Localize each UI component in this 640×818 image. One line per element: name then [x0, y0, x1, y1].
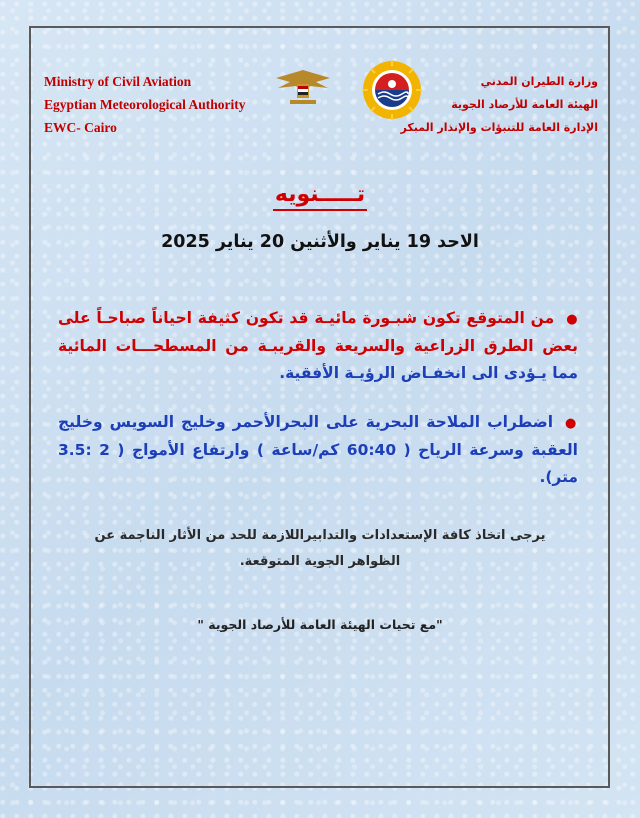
center-name-en: EWC- Cairo [44, 120, 117, 135]
bullet-marine-text: اضطراب الملاحة البحرية على البحرالأحمر وخليج السويس وخليج العقبة وسرعة الرياح ( 60:40 كم/ساعة ) وارتفاع الأمواج ( 2 :3.5 متر). [58, 413, 578, 486]
notice-title-text: تـــــنويه [273, 182, 367, 211]
notice-title [0, 182, 640, 207]
bullet-dot-icon: ● [565, 416, 578, 431]
authority-name-en: Egyptian Meteorological Authority [44, 97, 246, 112]
department-name-ar: الإدارة العامة للتنبؤات والإنذار المبكر [400, 121, 598, 134]
precaution-note [0, 523, 640, 575]
precaution-line-2: الظواهر الجوية المتوقعة. [239, 554, 401, 569]
ministry-name-ar: وزارة الطيران المدني [480, 75, 598, 88]
ministry-name-en: Ministry of Civil Aviation [44, 74, 192, 89]
arabic-header [401, 70, 598, 139]
closing-greeting: "مع تحيات الهيئة العامة للأرصاد الجوية " [197, 617, 443, 632]
authority-name-ar: الهيئة العامة للأرصاد الجوية [451, 98, 598, 111]
eagle-emblem-logo [268, 64, 338, 108]
english-header [44, 70, 246, 139]
bullet-fog-visibility: مما يـؤدى الى انخفـاض الرؤيـة الأفقية. [279, 364, 578, 382]
bullet-fog [58, 305, 578, 387]
precaution-line-1: يرجى اتخاذ كافة الإستعدادات والتدابيراللازمة للحد من الأثار الناجمة عن [94, 528, 546, 543]
bullet-fog-text: من المتوقع تكون شبـورة مائيـة قد تكون كثيفة احياناً صباحـاً على بعض الطرق الزراعية والسريعة والقريبـة من المسطحـــات المائية [58, 309, 578, 355]
page-border [29, 26, 610, 788]
bullet-dot-icon: ● [566, 312, 579, 327]
notice-date: الاحد 19 يناير والأثنين 20 يناير 2025 [161, 232, 479, 252]
bullet-marine [58, 409, 578, 491]
